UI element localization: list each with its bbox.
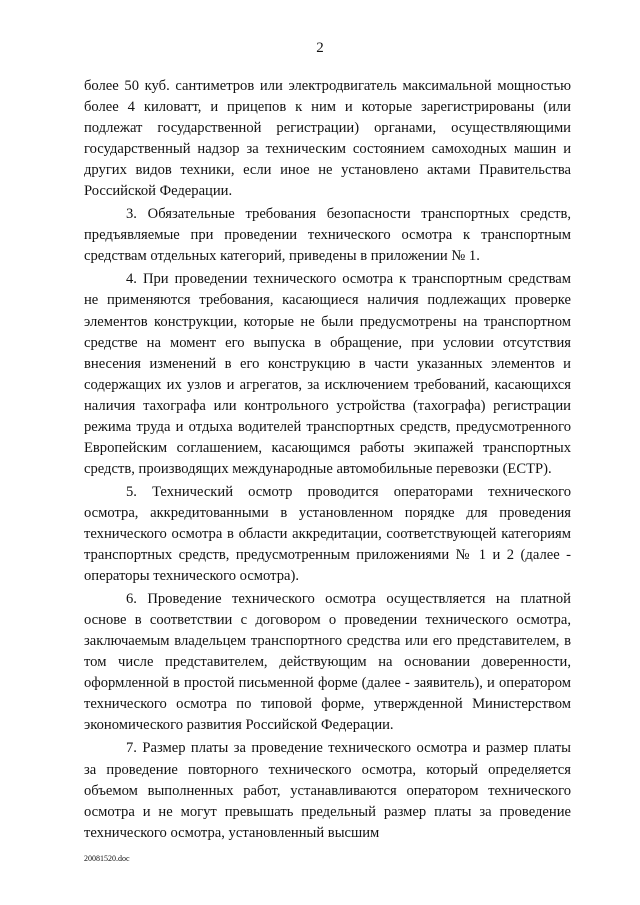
paragraph-6: 6. Проведение технического осмотра осуществляется на платной основе в соответствии с договором о проведении технического осмотра, заключаемым владельцем транспортного средства или его представителем, в том числе представителем, действующим на основании доверенности, оформленной в простой письменной форме (далее - заявитель), и оператором технического осмотра по типовой форме, утвержденной Министерством экономического развития Российской Федерации. <box>84 591 571 734</box>
footer-file-code: 20081520.doc <box>84 854 130 863</box>
paragraph-3: 3. Обязательные требования безопасности транспортных средств, предъявляемые при проведении технического осмотра к транспортным средствам отдельных категорий, приведены в приложении № 1. <box>84 206 571 265</box>
paragraph-4: 4. При проведении технического осмотра к транспортным средствам не применяются требования, касающиеся наличия подлежащих проверке элементов конструкции, которые не были предусмотрены на транспортном средстве на момент его выпуска в обращение, при условии отсутствия внесения изменений в его конструкцию в части указанных элементов и содержащих их узлов и агрегатов, за исключением требований, касающихся наличия тахографа или контрольного устройства (тахографа) регистрации режима труда и отдыха водителей транспортных средств, предусмотренного Европейским соглашением, касающимся работы экипажей транспортных средств, производящих международные автомобильные перевозки (ЕСТР). <box>84 271 571 477</box>
paragraph-7: 7. Размер платы за проведение технического осмотра и размер платы за проведение повторного технического осмотра, который определяется объемом выполненных работ, устанавливаются оператором технического осмотра и не могут превышать предельный размер платы за проведение технического осмотра, установленный высшим <box>84 740 571 841</box>
paragraph-continuation: более 50 куб. сантиметров или электродвигатель максимальной мощностью более 4 киловатт, и прицепов к ним и которые зарегистрированы (или подлежат государственной регистрации) органами, осуществляющими государственный надзор за техническим состоянием самоходных машин и других видов техники, если иное не установлено актами Правительства Российской Федерации. <box>84 78 571 200</box>
page-number: 2 <box>316 40 324 56</box>
document-body <box>84 76 571 844</box>
paragraph-5: 5. Технический осмотр проводится операторами технического осмотра, аккредитованными в установленном порядке для проведения технического осмотра в области аккредитации, соответствующей категориям транспортных средств, предусмотренным приложениями № 1 и 2 (далее - операторы технического осмотра). <box>84 483 571 585</box>
